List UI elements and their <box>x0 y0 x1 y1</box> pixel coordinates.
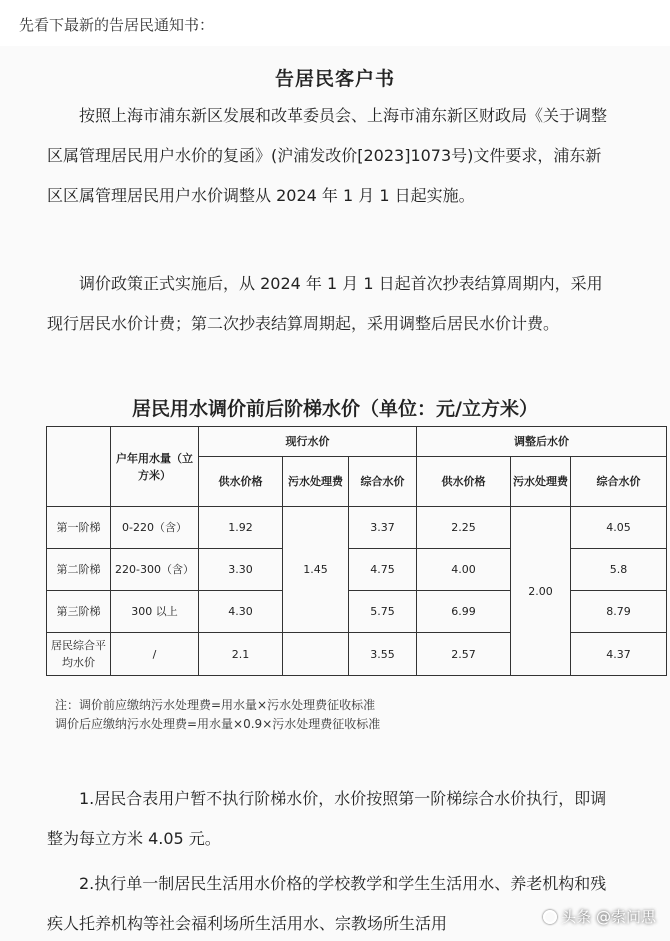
header-adjusted-supply: 供水价格 <box>417 457 511 507</box>
notice-item-1: 1.居民合表用户暂不执行阶梯水价，水价按照第一阶梯综合水价执行，即调整为每立方米 4.05 元。 <box>47 789 607 848</box>
notice-item-2: 2.执行单一制居民生活用水价格的学校教学和学生生活用水、养老机构和残疾人托养机构等社会福利场所生活用水、宗教场所生活用 <box>47 874 607 933</box>
row-label: 第二阶梯 <box>47 549 111 591</box>
table-notes <box>55 696 380 734</box>
watermark-text: 头条 @索问思 <box>561 908 656 926</box>
table-corner <box>47 427 111 507</box>
notice-paragraph-1: 按照上海市浦东新区发展和改革委员会、上海市浦东新区财政局《关于调整区属管理居民用户水价的复函》(沪浦发改价[2023]1073号)文件要求，浦东新区区属管理居民用户水价调整从 2024 年 1 月 1 日起实施。 <box>47 106 608 205</box>
current-supply-cell: 3.30 <box>199 549 283 591</box>
intro-text: 先看下最新的告居民通知书： <box>19 16 215 34</box>
table-row <box>47 591 667 633</box>
adjusted-total-cell: 4.05 <box>571 507 667 549</box>
adjusted-sewage-cell: 2.00 <box>511 507 571 676</box>
current-supply-cell: 2.1 <box>199 633 283 676</box>
current-sewage-cell: 1.45 <box>283 507 349 633</box>
table-row <box>47 507 667 549</box>
adjusted-total-cell: 5.8 <box>571 549 667 591</box>
table-title: 居民用水调价前后阶梯水价（单位：元/立方米） <box>132 398 538 420</box>
watermark <box>543 906 656 927</box>
adjusted-supply-cell: 6.99 <box>417 591 511 633</box>
adjusted-supply-cell: 2.25 <box>417 507 511 549</box>
current-supply-cell: 4.30 <box>199 591 283 633</box>
note-line-2: 调价后应缴纳污水处理费=用水量×0.9×污水处理费征收标准 <box>55 717 381 731</box>
row-label: 第三阶梯 <box>47 591 111 633</box>
header-adjusted-total: 综合水价 <box>571 457 667 507</box>
header-adjusted-sewage: 污水处理费 <box>511 457 571 507</box>
current-supply-cell: 1.92 <box>199 507 283 549</box>
row-label: 第一阶梯 <box>47 507 111 549</box>
header-current: 现行水价 <box>199 427 417 457</box>
adjusted-total-cell: 4.37 <box>571 633 667 676</box>
notice-paragraph-2: 调价政策正式实施后，从 2024 年 1 月 1 日起首次抄表结算周期内，采用现行居民水价计费；第二次抄表结算周期起，采用调整后居民水价计费。 <box>47 274 603 333</box>
current-total-cell: 3.37 <box>349 507 417 549</box>
notice-document <box>0 46 670 941</box>
note-line-1: 注：调价前应缴纳污水处理费=用水量×污水处理费征收标准 <box>55 698 376 712</box>
usage-cell: 300 以上 <box>111 591 199 633</box>
toutiao-logo-icon <box>543 910 557 924</box>
current-sewage-cell-empty <box>283 633 349 676</box>
table-row <box>47 633 667 676</box>
water-price-table <box>46 426 667 676</box>
current-total-cell: 5.75 <box>349 591 417 633</box>
row-label: 居民综合平均水价 <box>47 633 111 676</box>
adjusted-total-cell: 8.79 <box>571 591 667 633</box>
notice-title: 告居民客户书 <box>274 68 395 90</box>
current-total-cell: 3.55 <box>349 633 417 676</box>
usage-cell: 0-220（含） <box>111 507 199 549</box>
usage-cell: 220-300（含） <box>111 549 199 591</box>
usage-cell: / <box>111 633 199 676</box>
header-usage: 户年用水量（立方米） <box>111 427 199 507</box>
adjusted-supply-cell: 4.00 <box>417 549 511 591</box>
header-current-supply: 供水价格 <box>199 457 283 507</box>
header-current-total: 综合水价 <box>349 457 417 507</box>
adjusted-supply-cell: 2.57 <box>417 633 511 676</box>
header-current-sewage: 污水处理费 <box>283 457 349 507</box>
current-total-cell: 4.75 <box>349 549 417 591</box>
header-adjusted: 调整后水价 <box>417 427 667 457</box>
table-row <box>47 549 667 591</box>
